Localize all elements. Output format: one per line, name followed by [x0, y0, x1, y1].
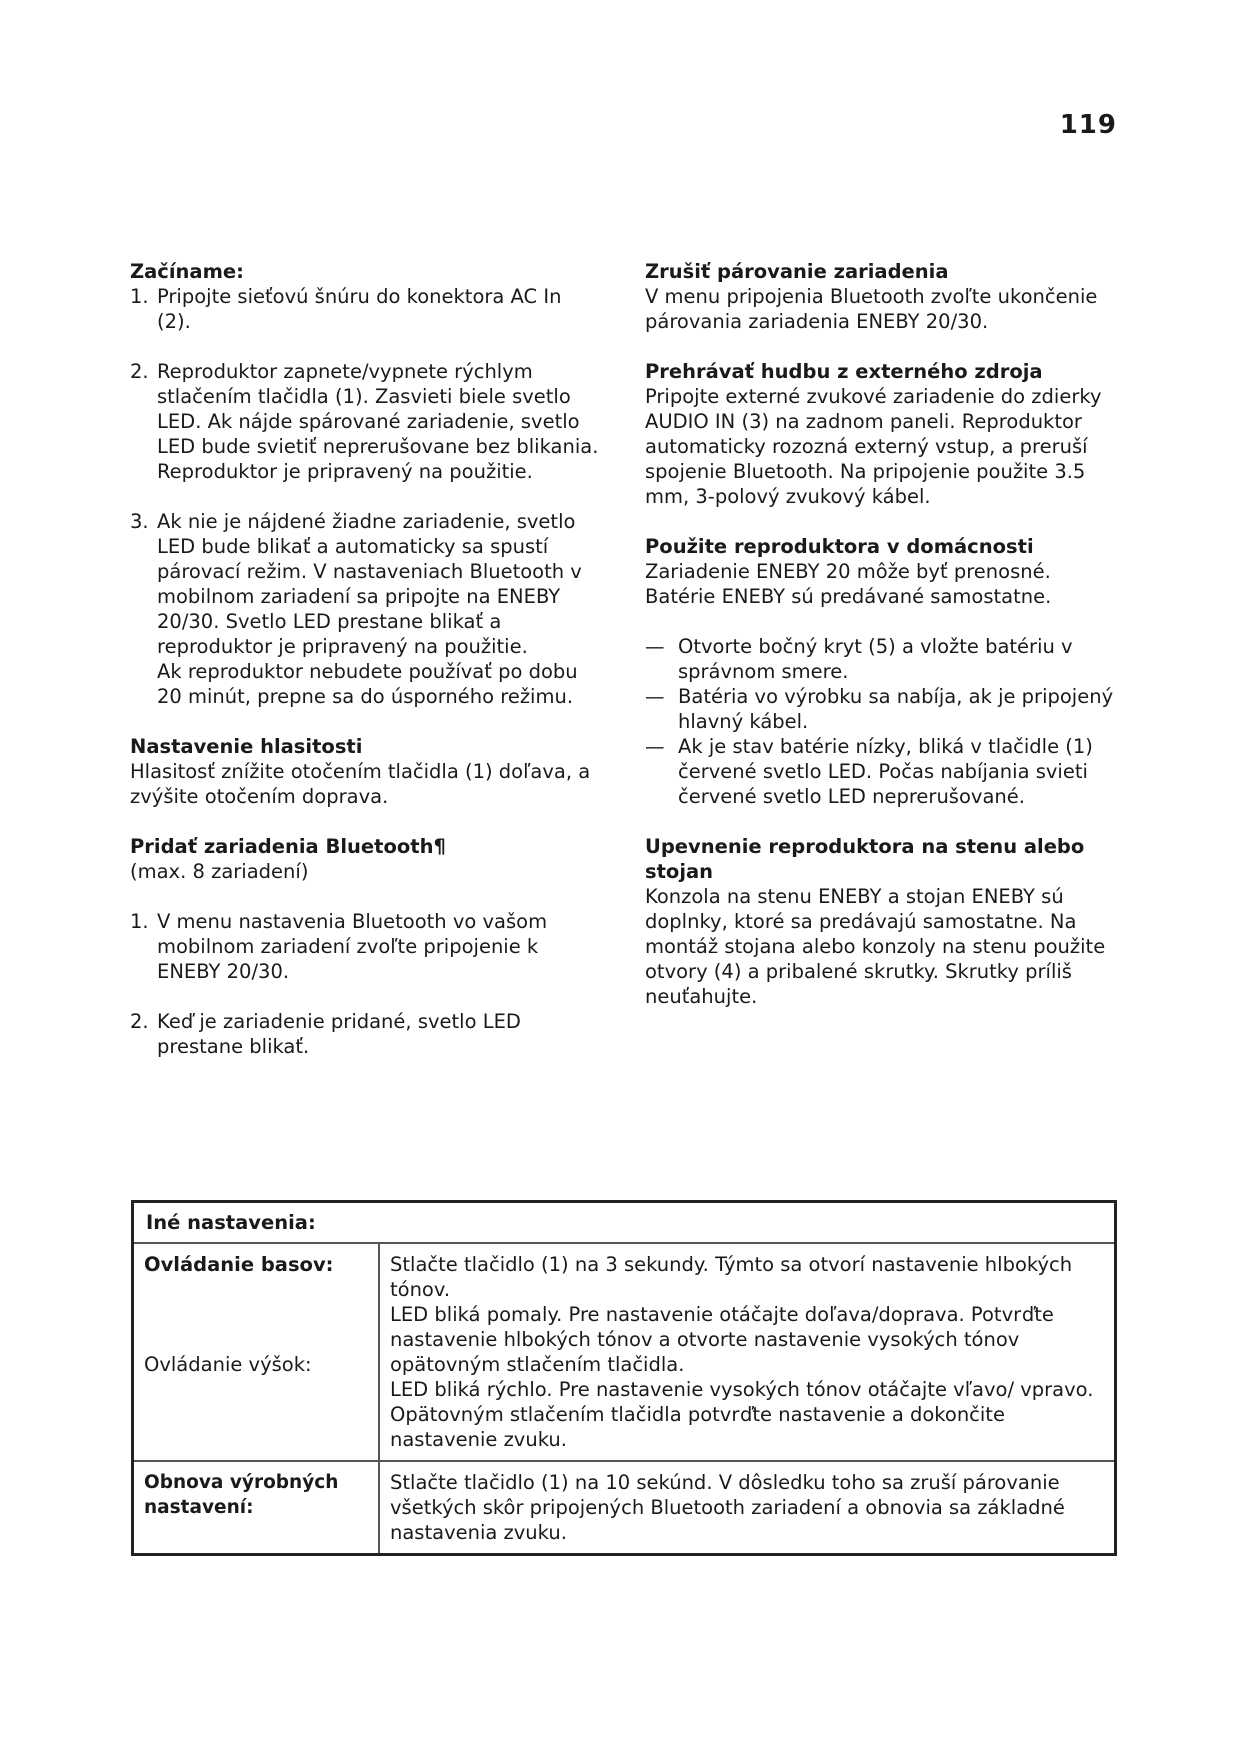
- left-column: [130, 259, 600, 1084]
- home-use-text: Zariadenie ENEBY 20 môže byť prenosné. Batérie ENEBY sú predávané samostatne.: [645, 560, 1052, 608]
- table-title: Iné nastavenia:: [133, 1202, 1116, 1244]
- add-bluetooth-heading: Pridať zariadenia Bluetooth¶: [130, 835, 446, 858]
- step-number: 2.: [130, 360, 149, 383]
- unpair-text: V menu pripojenia Bluetooth zvoľte ukončenie párovania zariadenia ENEBY 20/30.: [645, 285, 1098, 333]
- spacer: [144, 1277, 368, 1352]
- step-extra-text: Ak reproduktor nebudete používať po dobu 20 minút, prepne sa do úsporného režimu.: [157, 660, 578, 708]
- list-item: [130, 284, 600, 334]
- wall-mount-section: [645, 834, 1115, 1009]
- getting-started-heading: Začíname:: [130, 260, 244, 283]
- step-number: 2.: [130, 1010, 149, 1033]
- table-row: [133, 1461, 1116, 1555]
- list-item: [645, 634, 1115, 684]
- bullet-text: Batéria vo výrobku sa nabíja, ak je pripojený hlavný kábel.: [678, 685, 1114, 733]
- bullet-text: Ak je stav batérie nízky, bliká v tlačidle (1) červené svetlo LED. Počas nabíjania svieti červené svetlo LED neprerušované.: [678, 735, 1093, 808]
- home-use-section: [645, 534, 1115, 809]
- bass-control-text: Stlačte tlačidlo (1) na 3 sekundy. Týmto sa otvorí nastavenie hlbokých tónov.: [390, 1253, 1073, 1301]
- right-column: [645, 259, 1115, 1009]
- step-text-wrap: [157, 509, 600, 709]
- bullet-text: Otvorte bočný kryt (5) a vložte batériu v správnom smere.: [678, 635, 1073, 683]
- table-header-row: [133, 1202, 1116, 1244]
- dash-bullet: —: [645, 635, 665, 658]
- add-bluetooth-subtext: (max. 8 zariadení): [130, 860, 309, 883]
- volume-section: [130, 734, 600, 809]
- other-settings-table: [131, 1200, 1117, 1556]
- list-item: [130, 909, 600, 984]
- home-use-heading: Použite reproduktora v domácnosti: [645, 535, 1034, 558]
- step-text: Ak nie je nájdené žiadne zariadenie, svetlo LED bude blikať a automaticky sa spustí párovací režim. V nastaveniach Bluetooth v mobilnom zariadení sa pripojte na ENEBY 20/30. Svetlo LED prestane blikať a reproduktor je pripravený na použitie.: [157, 510, 582, 658]
- add-bluetooth-section: [130, 834, 600, 1059]
- unpair-heading: Zrušiť párovanie zariadenia: [645, 260, 949, 283]
- wall-mount-text: Konzola na stenu ENEBY a stojan ENEBY sú doplnky, ktoré sa predávajú samostatne. Na montáž stojana alebo konzoly na stenu použite otvory (4) a pribalené skrutky. Skrutky príliš neuťahujte.: [645, 885, 1106, 1008]
- getting-started-section: [130, 259, 600, 709]
- step-text: Keď je zariadenie pridané, svetlo LED prestane blikať.: [157, 1010, 521, 1058]
- page-number: 119: [1059, 110, 1117, 140]
- external-source-text: Pripojte externé zvukové zariadenie do zdierky AUDIO IN (3) na zadnom paneli. Reproduktor automaticky rozozná externý vstup, a preruší spojenie Bluetooth. Na pripojenie použite 3.5 mm, 3-polový zvukový kábel.: [645, 385, 1102, 508]
- external-source-section: [645, 359, 1115, 509]
- factory-reset-label: Obnova výrobných nastavení:: [133, 1461, 380, 1555]
- volume-text: Hlasitosť znížite otočením tlačidla (1) doľava, a zvýšite otočením doprava.: [130, 760, 591, 808]
- bass-control-text-2: LED bliká pomaly. Pre nastavenie otáčajte doľava/doprava. Potvrďte nastavenie hlbokých tónov a otvorte nastavenie vysokých tónov opätovným stlačením tlačidla.: [390, 1303, 1054, 1376]
- treble-control-label: Ovládanie výšok:: [144, 1353, 312, 1376]
- table-text-cell: [379, 1243, 1116, 1461]
- list-item: [645, 734, 1115, 809]
- bass-control-label: Ovládanie basov:: [144, 1253, 334, 1276]
- step-text: Pripojte sieťovú šnúru do konektora AC In (2).: [157, 285, 562, 333]
- factory-reset-text: Stlačte tlačidlo (1) na 10 sekúnd. V dôsledku toho sa zruší párovanie všetkých skôr pripojených Bluetooth zariadení a obnovia sa základné nastavenia zvuku.: [379, 1461, 1116, 1555]
- dash-bullet: —: [645, 735, 665, 758]
- step-text: V menu nastavenia Bluetooth vo vašom mobilnom zariadení zvoľte pripojenie k ENEBY 20/30.: [157, 910, 548, 983]
- table-row: [133, 1243, 1116, 1461]
- list-item: [645, 684, 1115, 734]
- treble-control-text: LED bliká rýchlo. Pre nastavenie vysokých tónov otáčajte vľavo/ vpravo. Opätovným stlačením tlačidla potvrďte nastavenie a dokončite nastavenie zvuku.: [390, 1378, 1094, 1451]
- list-item: [130, 509, 600, 709]
- volume-heading: Nastavenie hlasitosti: [130, 735, 363, 758]
- step-number: 1.: [130, 285, 149, 308]
- step-text: Reproduktor zapnete/vypnete rýchlym stlačením tlačidla (1). Zasvieti biele svetlo LED. Ak nájde spárované zariadenie, svetlo LED bude svietiť neprerušovane bez blikania. Reproduktor je pripravený na použitie.: [157, 360, 599, 483]
- external-source-heading: Prehrávať hudbu z externého zdroja: [645, 360, 1043, 383]
- table-label-cell: [133, 1243, 380, 1461]
- wall-mount-heading: Upevnenie reproduktora na stenu alebo stojan: [645, 835, 1085, 883]
- dash-bullet: —: [645, 685, 665, 708]
- list-item: [130, 1009, 600, 1059]
- list-item: [130, 359, 600, 484]
- step-number: 3.: [130, 510, 149, 533]
- step-number: 1.: [130, 910, 149, 933]
- unpair-section: [645, 259, 1115, 334]
